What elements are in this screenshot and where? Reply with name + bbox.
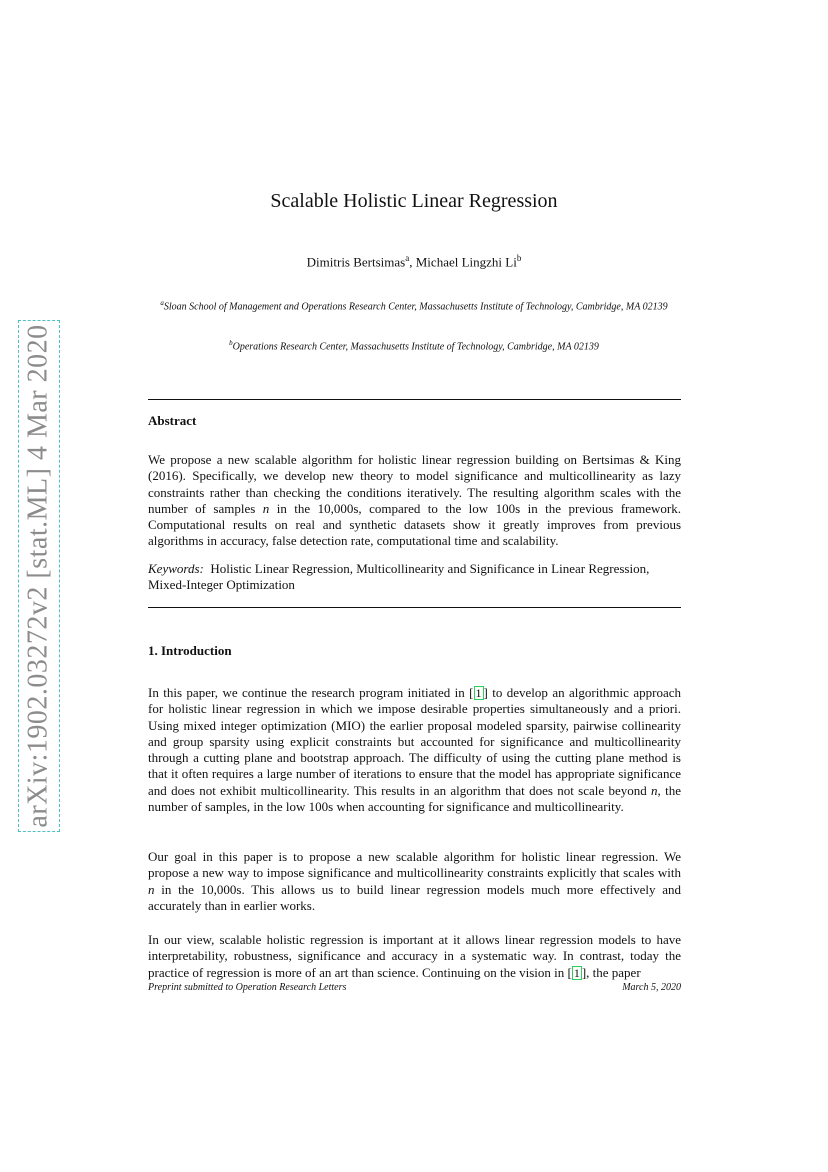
paragraph-text: In this paper, we continue the research program initiated in [ — [148, 685, 474, 700]
math-variable: n — [651, 782, 658, 798]
intro-paragraph-1 — [148, 685, 681, 815]
arxiv-stamp[interactable] — [18, 320, 60, 832]
affiliation-marker: a — [160, 299, 164, 307]
abstract-top-rule — [148, 399, 681, 400]
page-footer — [148, 982, 681, 993]
math-variable: n — [262, 500, 270, 516]
paragraph-text: Our goal in this paper is to propose a new scalable algorithm for holistic linear regression. We propose a new way to impose significance and multicollinearity constraints explicitly that scales with — [148, 849, 681, 881]
keywords-text: Holistic Linear Regression, Multicollinearity and Significance in Linear Regression, Mixed-Integer Optimization — [148, 561, 650, 593]
abstract-text — [148, 452, 681, 550]
intro-paragraph-2 — [148, 849, 681, 914]
affiliation-text: Operations Research Center, Massachusetts Institute of Technology, Cambridge, MA 02139 — [232, 341, 599, 353]
paragraph-text: In our view, scalable holistic regression is important at it allows linear regression models to have interpretability, robustness, significance and accuracy in a systematic way. In contrast, today the practice of regression is more of an art than science. Continuing on the vision in [ — [148, 932, 681, 980]
author-separator: , — [409, 254, 416, 270]
math-variable: n — [148, 881, 155, 897]
citation-link[interactable]: 1 — [475, 686, 482, 700]
paragraph-text: ], the paper — [581, 964, 641, 980]
footer-preprint-note: Preprint submitted to Operation Research Letters — [148, 982, 347, 993]
paragraph-text: in the 10,000s. This allows us to build linear regression models much more effectively and accurately than in earlier works. — [148, 881, 681, 913]
abstract-heading: Abstract — [148, 413, 197, 428]
citation-link[interactable]: 1 — [573, 965, 580, 980]
arxiv-id: arXiv:1902.03272v2 [stat.ML] 4 Mar 2020 — [23, 324, 54, 828]
author-name: Dimitris Bertsimas — [306, 254, 406, 270]
section-heading: 1. Introduction — [148, 643, 232, 658]
affiliation-marker: b — [516, 253, 522, 263]
paragraph-text: ] to develop an algorithmic approach for holistic linear regression in which we impose desirable properties simultaneously and a priori. Using mixed integer optimization (MIO) the earlier proposal modeled sparsity, pairwise collinearity and group sparsity using explicit constraints but accounted for significance and multicollinearity through a cutting plane and bootstrap approach. The difficulty of using the cutting plane method is that it often requires a large number of iterations to ensure that the model has appropriate significance and does not exhibit multicollinearity. This results in an algorithm that does not scale beyond — [148, 685, 681, 798]
footer-date: March 5, 2020 — [622, 982, 681, 993]
affiliation-text: Sloan School of Management and Operations Research Center, Massachusetts Institute of Technology, Cambridge, MA 02139 — [163, 301, 668, 313]
paragraph-text: , the number of samples, in the low 100s when accounting for significance and multicollinearity. — [148, 782, 681, 815]
affiliation-a — [148, 296, 680, 314]
abstract-text-part: We propose a new scalable algorithm for holistic linear regression building on Bertsimas & King (2016). Specifically, we develop new theory to model significance and multicollinearity as lazy constraints rather than checking the conditions iteratively. The resulting algorithm scales with the number of samples — [148, 452, 681, 516]
affiliation-marker: a — [405, 253, 410, 263]
author-list — [148, 253, 680, 270]
paper-title: Scalable Holistic Linear Regression — [270, 190, 558, 212]
author-name: Michael Lingzhi Li — [415, 254, 517, 270]
keywords-label: Keywords: — [148, 561, 204, 576]
intro-paragraph-3 — [148, 932, 681, 981]
affiliation-b — [148, 336, 680, 354]
abstract-bottom-rule — [148, 607, 681, 608]
abstract-text-part: in the 10,000s, compared to the low 100s in the previous framework. Computational results on real and synthetic datasets show it greatly improves from previous algorithms in accuracy, false detection rate, computational time and scalability. — [148, 500, 682, 549]
affiliation-marker: b — [229, 339, 233, 347]
keywords — [148, 561, 681, 594]
